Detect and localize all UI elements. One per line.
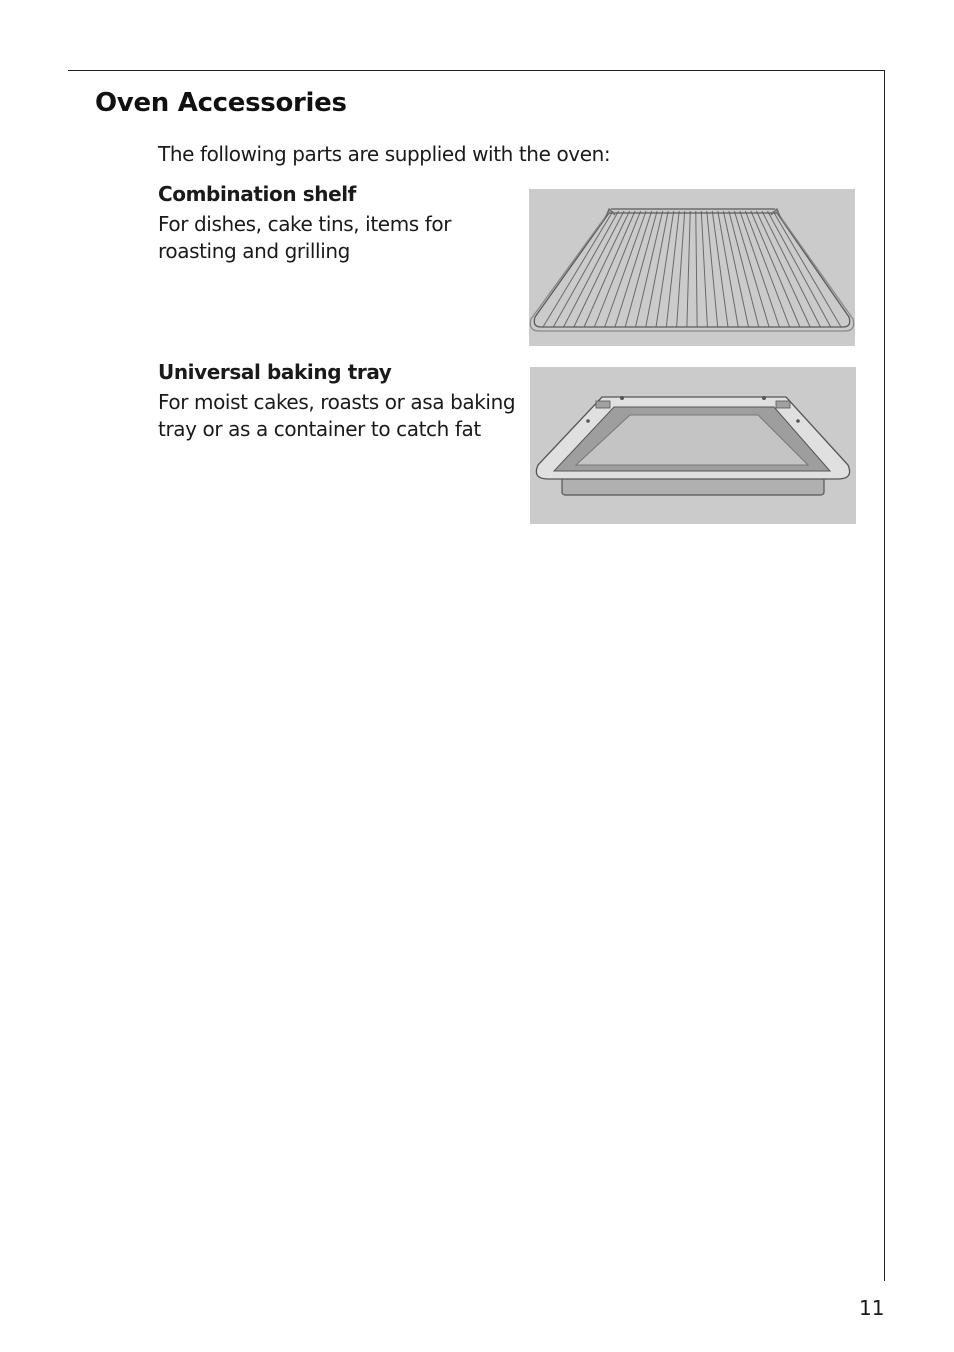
combination-shelf-description: For dishes, cake tins, items for roasting and grilling bbox=[158, 212, 452, 263]
shelf-wire bbox=[751, 211, 800, 327]
shelf-wire bbox=[625, 211, 657, 327]
top-rule bbox=[68, 70, 885, 71]
shelf-wire bbox=[687, 211, 690, 327]
shelf-wire bbox=[553, 211, 618, 327]
baking-tray-heading: Universal baking tray bbox=[158, 360, 392, 384]
shelf-wire bbox=[740, 211, 779, 327]
baking-tray-figure bbox=[530, 367, 856, 524]
baking-tray-description: For moist cakes, roasts or asa baking tray or as a container to catch fat bbox=[158, 390, 516, 441]
wire-shelf-icon bbox=[529, 189, 855, 346]
intro-text: The following parts are supplied with the oven: bbox=[158, 142, 611, 166]
shelf-wire bbox=[677, 211, 685, 327]
shelf-wire bbox=[718, 211, 738, 327]
shelf-wire bbox=[666, 211, 679, 327]
baking-tray-icon bbox=[530, 367, 856, 524]
shelf-wire bbox=[767, 211, 830, 327]
combination-shelf-figure bbox=[529, 189, 855, 346]
combination-shelf-heading: Combination shelf bbox=[158, 182, 356, 206]
shelf-wire bbox=[723, 211, 748, 327]
shelf-wire bbox=[584, 211, 635, 327]
page-title: Oven Accessories bbox=[95, 88, 347, 118]
shelf-wire bbox=[707, 211, 718, 327]
side-rule bbox=[884, 70, 885, 1281]
shelf-wire bbox=[701, 211, 707, 327]
page-number: 11 bbox=[859, 1296, 885, 1320]
shelf-wire bbox=[729, 211, 759, 327]
shelf-wire bbox=[543, 211, 613, 327]
shelf-wire bbox=[712, 211, 728, 327]
shelf-wire bbox=[696, 211, 697, 327]
shelf-wire bbox=[762, 211, 820, 327]
shelf-wire bbox=[564, 211, 624, 327]
